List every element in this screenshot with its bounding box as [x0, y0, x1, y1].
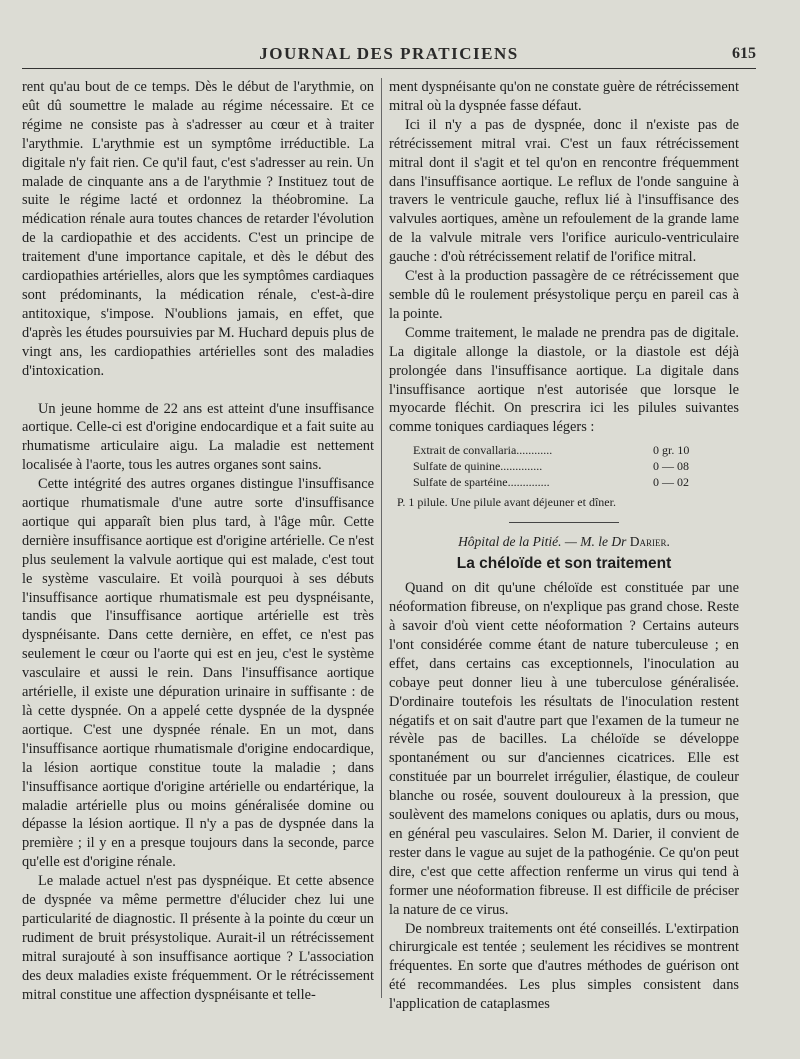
paragraph: Cette intégrité des autres organes distingue l'insuffisance aortique rhumatismale d'une autre sorte d'insuffisance aortique qui apparaît bien plus tard, à l'âge mûr. Cette dernière insuffisance aortique est d'origine artérielle. Ce n'est plus seulement la valvule aortique qui est malade, c'est tout le système vasculaire. Et voilà pourquoi à ses débuts l'insuffisance aortique rhumatismale est peu dyspnéisante, tandis que l'insuffisance aortique artérielle est très dyspnéisante. Dans cette dernière, en effet, ce n'est pas seulement le cœur ou l'aorte qui est en jeu, c'est le système vasculaire et aussi le rein. Dans l'insuffisance aortique artérielle, il existe une dépuration urinaire in suffisante : de là cette dyspnée. On a appelé cette dyspnée de la dyspnée aortique. C'est une dyspnée rénale. En un mot, dans l'insuffisance aortique rhumatismale d'origine endocardique, la lésion aortique constitue toute la maladie ; dans l'insuffisance aortique d'origine artérielle ou endartérique, la maladie artérielle plus ou moins généralisée domine ou dépasse la lésion aortique. Il n'y a pas de dyspnée dans la première ; il y en a presque toujours dans la seconde, parce qu'elle est d'origine rénale. [22, 476, 374, 871]
section-title: La chéloïde et son traitement [456, 555, 672, 573]
section-separator [509, 522, 619, 523]
paragraph: Comme traitement, le malade ne prendra pas de digitale. La digitale allonge la diastole, or la diastole est déjà prolongée dans l'insuffisance aortique. La digitale dans l'insuffisance aortique n'est autorisée que lorsque le myocarde fléchit. On prescrira ici les pilules suivantes comme toniques cardiaques légers : [389, 324, 739, 436]
ingredient-dose: 0 gr. 10 [653, 443, 690, 458]
paragraph: De nombreux traitements ont été conseillés. L'extirpation chirurgicale est tentée ; seulement les récidives se montrent fréquentes. En sorte que d'autres méthodes de guérison ont été recommandées. Les plus simples consistent dans l'application de cataplasmes [389, 920, 739, 1013]
journal-title: JOURNAL DES PRATICIENS [259, 44, 519, 63]
paragraph: Un jeune homme de 22 ans est atteint d'une insuffisance aortique. Celle-ci est d'origine endocardique et a fait suite au rhumatisme articulaire aigu. La maladie est nettement localisée à l'aorte, tous les autres organes sont sains. [22, 400, 374, 474]
section-byline [389, 533, 739, 551]
right-column [389, 78, 739, 1014]
page-number: 615 [732, 45, 756, 62]
prescription-row [413, 458, 739, 474]
ingredient-name: Extrait de convallaria............ [413, 443, 553, 458]
prescription-row [413, 474, 739, 490]
left-column [22, 78, 374, 1005]
paragraph: C'est à la production passagère de ce rétrécissement que semble dû le roulement présystolique perçu en pareil cas à la pointe. [389, 268, 739, 322]
paragraph: Quand on dit qu'une chéloïde est constituée par une néoformation fibreuse, on n'explique pas grand chose. Reste à savoir d'où vient cette néoformation ? Certains auteurs l'ont considérée comme étant de nature tuberculeuse ; en effet, dans certains cas exceptionnels, l'inoculation au cobaye peut donner lieu à une tuberculose généralisée. D'ordinaire toutefois les résultats de l'inoculation restent négatifs et on sait d'autre part que l'examen de la tumeur ne révèle pas de bacilles. La chéloïde se développe spontanément ou sur d'anciennes cicatrices. Elle est constituée par un bourrelet irrégulier, élastique, de couleur blanche ou rosée, souvent douloureux à la pression, que soulèvent des mamelons coniques ou aplatis, durs ou mous, en général peu vasculaires. Selon M. Darier, il convient de rester dans le vague au sujet de la pathogénie. Ce qu'on peut dire, c'est que cette affection renferme un virus qui tend à former une néoformation fibreuse. Il est difficile de préciser la nature de ce virus. [389, 580, 739, 918]
paragraph: ment dyspnéisante qu'on ne constate guère de rétrécissement mitral où la dyspnée fasse défaut. [389, 79, 739, 114]
paragraph: Le malade actuel n'est pas dyspnéique. Et cette absence de dyspnée va même permettre d'élucider chez lui une particularité de diagnostic. Il présente à la pointe du cœur un rudiment de bruit présystolique. Aurait-il un rétrécissement mitral surajouté à son insuffisance aortique ? L'association des deux maladies existe fréquemment. Or le rétrécissement mitral constitue une affection dyspnéisante et telle- [22, 873, 374, 1003]
ingredient-dose: 0 — 08 [653, 459, 689, 474]
prescription [413, 442, 739, 490]
page-header [22, 44, 756, 69]
prescription-row [413, 442, 739, 458]
paragraph: Ici il n'y a pas de dyspnée, donc il n'existe pas de rétrécissement mitral vrai. C'est un faux rétrécissement mitral dont il s'agit et tel qu'on en rencontre fréquemment dans l'insuffisance aortique. Le reflux de l'onde sanguine à travers le ventricule gauche, reflux lié à l'insuffisance des valvules aortiques, amène un refoulement de la grande lame de la valvule mitrale vers l'orifice auriculo-ventriculaire gauche : d'où rétrécissement relatif de l'orifice mitral. [389, 116, 739, 266]
ingredient-name: Sulfate de quinine.............. [413, 459, 543, 474]
paragraph-gap [22, 381, 374, 400]
posology: P. 1 pilule. Une pilule avant déjeuner et dîner. [397, 495, 616, 510]
column-divider [381, 78, 382, 998]
byline-place: Hôpital de la Pitié. — M. le Dr [458, 534, 627, 550]
ingredient-dose: 0 — 02 [653, 475, 689, 490]
paragraph: rent qu'au bout de ce temps. Dès le début de l'arythmie, on eût dû soumettre le malade au régime nécessaire. Et ce régime ne consiste pas à s'adresser au cœur et à traiter l'arythmie. L'arythmie est un symptôme irréductible. La digitale n'y fait rien. Ce qu'il faut, c'est s'adresser au rein. Un malade de cinquante ans a de l'arythmie ? Instituez tout de suite le régime lacté et ordonnez la théobromine. La médication rénale aura toutes chances de retarder l'évolution de la cardiopathie et des accidents. C'est un principe de traitement d'une importance capitale, et dès le début des cardiopathies artérielles, alors que les symptômes cardiaques sont prédominants, la médication rénale, c'est-à-dire antitoxique, s'impose. N'oublions jamais, en effet, que d'après les études poursuivies par M. Huchard depuis plus de vingt ans, les cardiopathies artérielles sont des maladies d'intoxication. [22, 79, 374, 379]
ingredient-name: Sulfate de spartéine.............. [413, 475, 550, 490]
byline-author: Darier. [629, 534, 670, 550]
